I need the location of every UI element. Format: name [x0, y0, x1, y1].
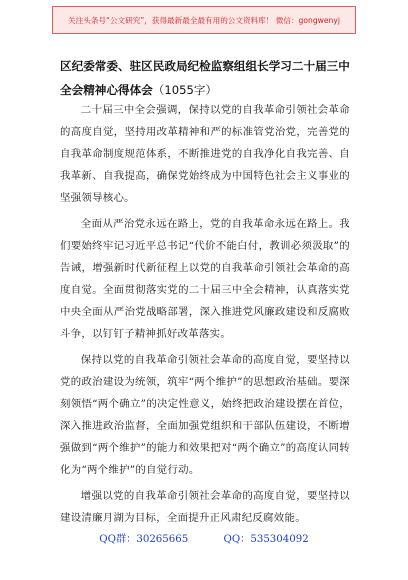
paragraph-2: 全面从严治党永远在路上，党的自我革命永远在路上。我们要始终牢记习近平总书记“代价不能白付，教训必须汲取”的告诫，增强新时代新征程上以党的自我革命引领社会革命的高度自觉。全面贯彻落实党的二十届三中全会精神，认真落实党中央全面从严治党战略部署，深入推进党风廉政建设和反腐败斗争，以钉钉子精神抓好改革落实。: [60, 218, 350, 340]
promo-banner: [52, 6, 356, 34]
title-line-1: 区纪委常委、驻区民政局纪检监察组组长学习二十届三中: [60, 59, 350, 73]
qq-group: QQ群：30265665: [99, 534, 189, 545]
word-count: （1055字）: [152, 83, 218, 97]
paragraph-4: 增强以党的自我革命引领社会革命的高度自觉，要坚持以建设清廉月湖为目标，全面提升正风肃纪反腐效能。: [60, 490, 350, 524]
contact-footer: [0, 530, 408, 545]
promo-banner-text: 关注头条号“公文研究”，获得最新最全最有用的公文资料库！ 微信：gongwenyj: [68, 15, 340, 25]
document-body: [60, 99, 350, 533]
document-title: [60, 54, 360, 102]
qq-contact: QQ：535304092: [223, 534, 309, 545]
paragraph-3: 保持以党的自我革命引领社会革命的高度自觉，要坚持以党的政治建设为统领，筑牢“两个维护”的思想政治基础。要深刻领悟“两个确立”的决定性意义，始终把政治建设摆在首位，深入推进政治监督，全面加强党组织和干部队伍建设，不断增强做到“两个维护”的能力和效果把对“两个确立”的高度认同转化为“两个维护”的自觉行动。: [60, 354, 350, 476]
paragraph-1: 二十届三中全会强调，保持以党的自我革命引领社会革命的高度自觉，坚持用改革精神和严的标准管党治党，完善党的自我革命制度规范体系，不断推进党的自我净化自我完善、自我革新、自我提高，确保党始终成为中国特色社会主义事业的坚强领导核心。: [60, 104, 350, 204]
title-line-2: 全会精神心得体会: [60, 83, 153, 97]
